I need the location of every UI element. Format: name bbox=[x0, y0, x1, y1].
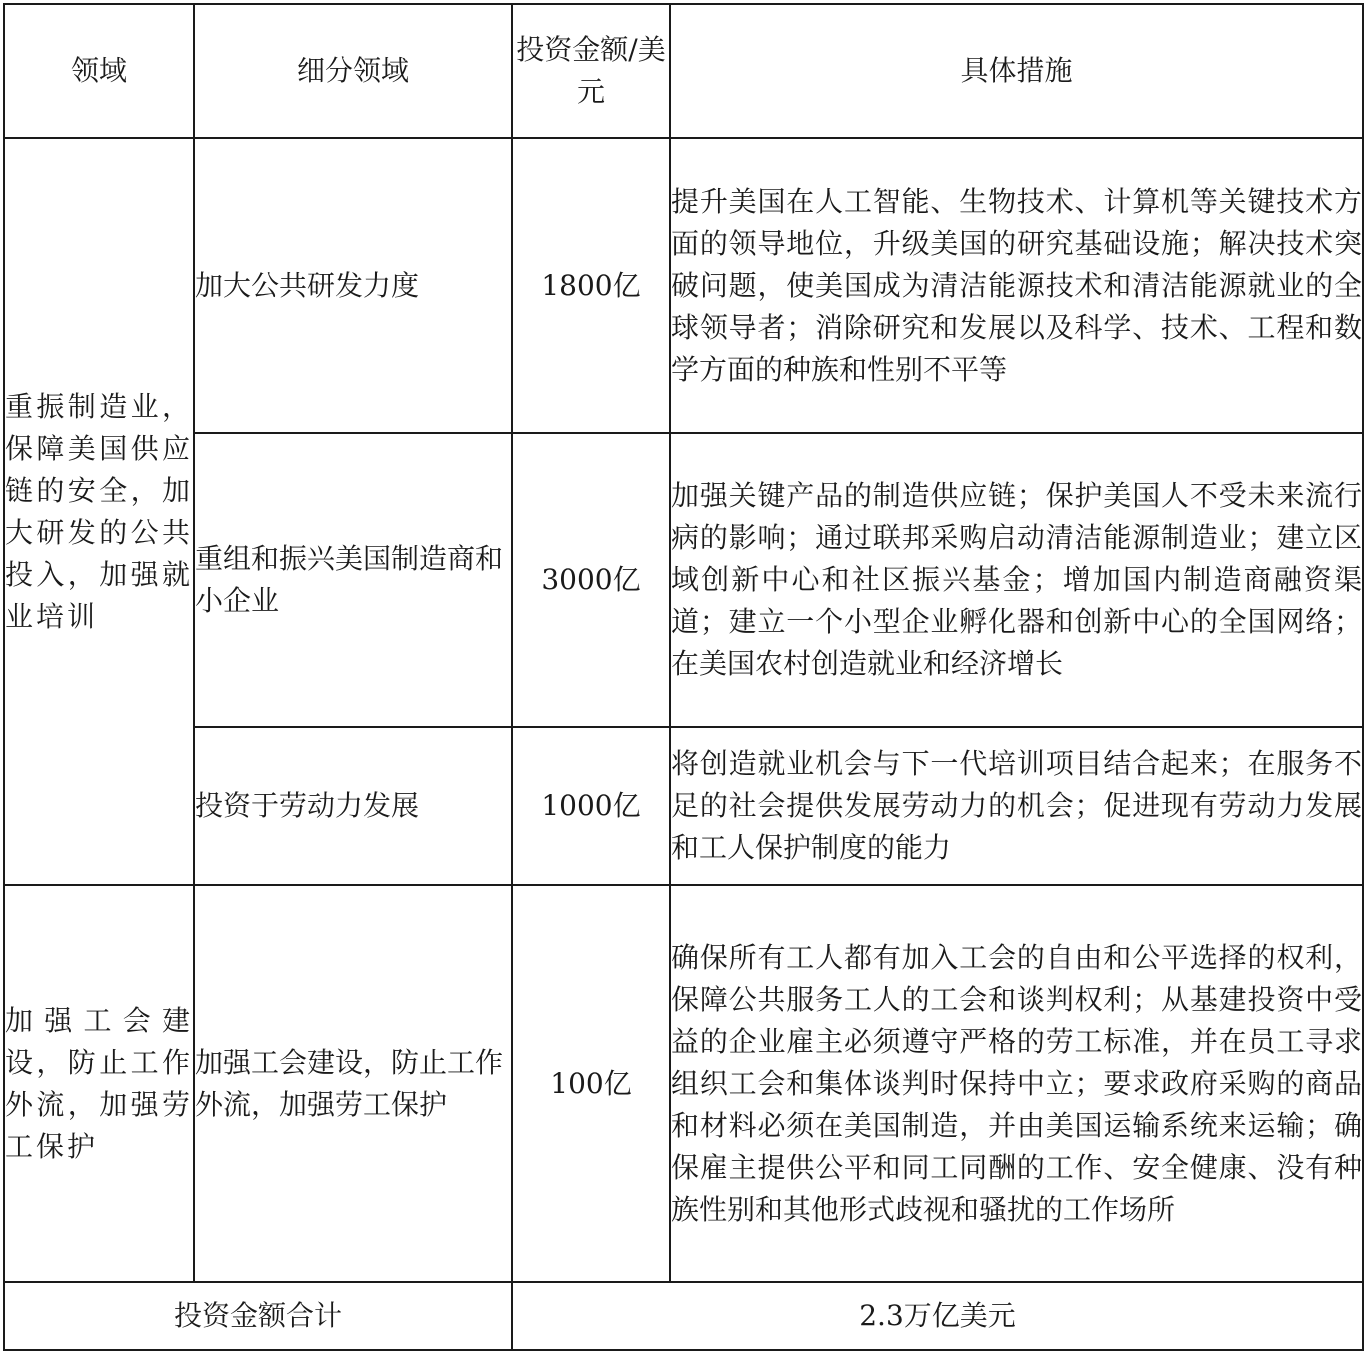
total-label: 投资金额合计 bbox=[4, 1282, 512, 1350]
measures-cell: 确保所有工人都有加入工会的自由和公平选择的权利，保障公共服务工人的工会和谈判权利；从基建投资中受益的企业雇主必须遵守严格的劳工标准，并在员工寻求组织工会和集体谈判时保持中立；要求政府采购的商品和材料必须在美国制造，并由美国运输系统来运输；确保雇主提供公平和同工同酬的工作、安全健康、没有种族性别和其他形式歧视和骚扰的工作场所 bbox=[670, 885, 1363, 1282]
table-row bbox=[4, 138, 1363, 433]
amount-cell: 1000亿 bbox=[512, 727, 670, 885]
table-row bbox=[4, 727, 1363, 885]
subfield-cell: 重组和振兴美国制造商和小企业 bbox=[194, 433, 512, 727]
measures-cell: 提升美国在人工智能、生物技术、计算机等关键技术方面的领导地位，升级美国的研究基础设施；解决技术突破问题，使美国成为清洁能源技术和清洁能源就业的全球领导者；消除研究和发展以及科学、技术、工程和数学方面的种族和性别不平等 bbox=[670, 138, 1363, 433]
field-cell: 重振制造业，保障美国供应链的安全，加大研发的公共投入，加强就业培训 bbox=[4, 138, 194, 885]
header-row bbox=[4, 4, 1363, 138]
field-cell: 加强工会建设，防止工作外流，加强劳工保护 bbox=[4, 885, 194, 1282]
subfield-cell: 投资于劳动力发展 bbox=[194, 727, 512, 885]
measures-cell: 加强关键产品的制造供应链；保护美国人不受未来流行病的影响；通过联邦采购启动清洁能源制造业；建立区域创新中心和社区振兴基金；增加国内制造商融资渠道；建立一个小型企业孵化器和创新中心的全国网络；在美国农村创造就业和经济增长 bbox=[670, 433, 1363, 727]
header-measures: 具体措施 bbox=[670, 4, 1363, 138]
header-subfield: 细分领域 bbox=[194, 4, 512, 138]
amount-cell: 1800亿 bbox=[512, 138, 670, 433]
header-field: 领域 bbox=[4, 4, 194, 138]
table-row bbox=[4, 885, 1363, 1282]
total-row bbox=[4, 1282, 1363, 1350]
measures-cell: 将创造就业机会与下一代培训项目结合起来；在服务不足的社会提供发展劳动力的机会；促进现有劳动力发展和工人保护制度的能力 bbox=[670, 727, 1363, 885]
amount-cell: 100亿 bbox=[512, 885, 670, 1282]
total-value: 2.3万亿美元 bbox=[512, 1282, 1363, 1350]
investment-table bbox=[3, 3, 1364, 1351]
subfield-cell: 加大公共研发力度 bbox=[194, 138, 512, 433]
header-amount: 投资金额/美元 bbox=[512, 4, 670, 138]
amount-cell: 3000亿 bbox=[512, 433, 670, 727]
table-row bbox=[4, 433, 1363, 727]
subfield-cell: 加强工会建设，防止工作外流，加强劳工保护 bbox=[194, 885, 512, 1282]
